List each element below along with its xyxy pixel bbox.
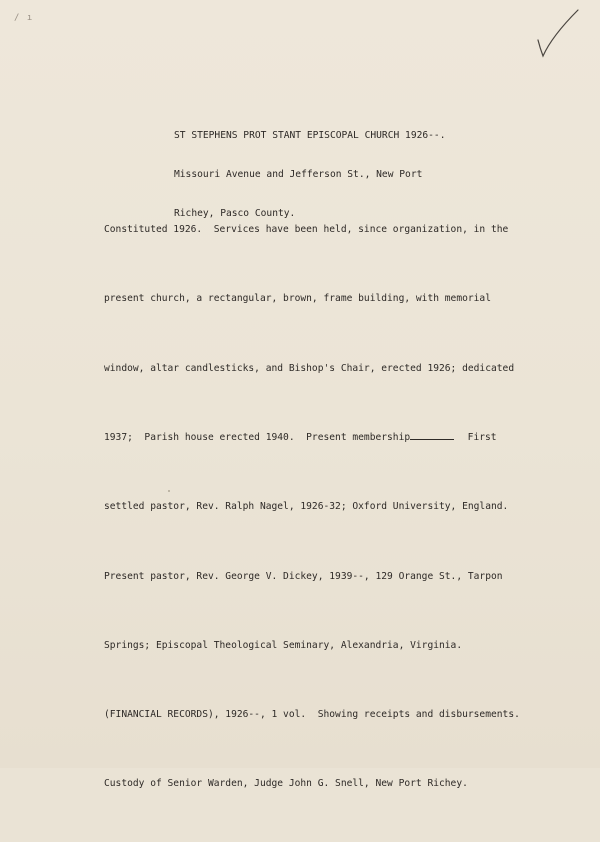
paper-speck: [168, 490, 170, 492]
body-line: (FINANCIAL RECORDS), 1926--, 1 vol. Showing receipts and disbursements.: [104, 709, 520, 721]
check-mark-icon: [530, 6, 586, 62]
body-line: present church, a rectangular, brown, frame building, with memorial: [104, 293, 491, 305]
body-line: window, altar candlesticks, and Bishop's Chair, erected 1926; dedicated: [104, 362, 515, 374]
membership-blank: [410, 430, 454, 440]
heading-line: Missouri Avenue and Jefferson St., New Port: [174, 169, 423, 180]
body-line: settled pastor, Rev. Ralph Nagel, 1926-32; Oxford University, England.: [104, 501, 509, 513]
body-line-start: 1937; Parish house erected 1940. Present membership: [104, 432, 411, 444]
body-line: Springs; Episcopal Theological Seminary, Alexandria, Virginia.: [104, 639, 463, 651]
body-line: Constituted 1926. Services have been held, since organization, in the: [104, 224, 509, 236]
body-line-with-blank: [104, 426, 544, 449]
body-line: Present pastor, Rev. George V. Dickey, 1939--, 129 Orange St., Tarpon: [104, 570, 503, 582]
heading-line: Richey, Pasco County.: [174, 208, 296, 219]
body-line: Custody of Senior Warden, Judge John G. Snell, New Port Richey.: [104, 778, 468, 790]
document-body: [104, 172, 544, 842]
corner-mark: / ı: [14, 13, 34, 23]
body-line-end: First: [456, 432, 497, 444]
heading-line: ST STEPHENS PROT STANT EPISCOPAL CHURCH 1926--.: [174, 130, 446, 141]
